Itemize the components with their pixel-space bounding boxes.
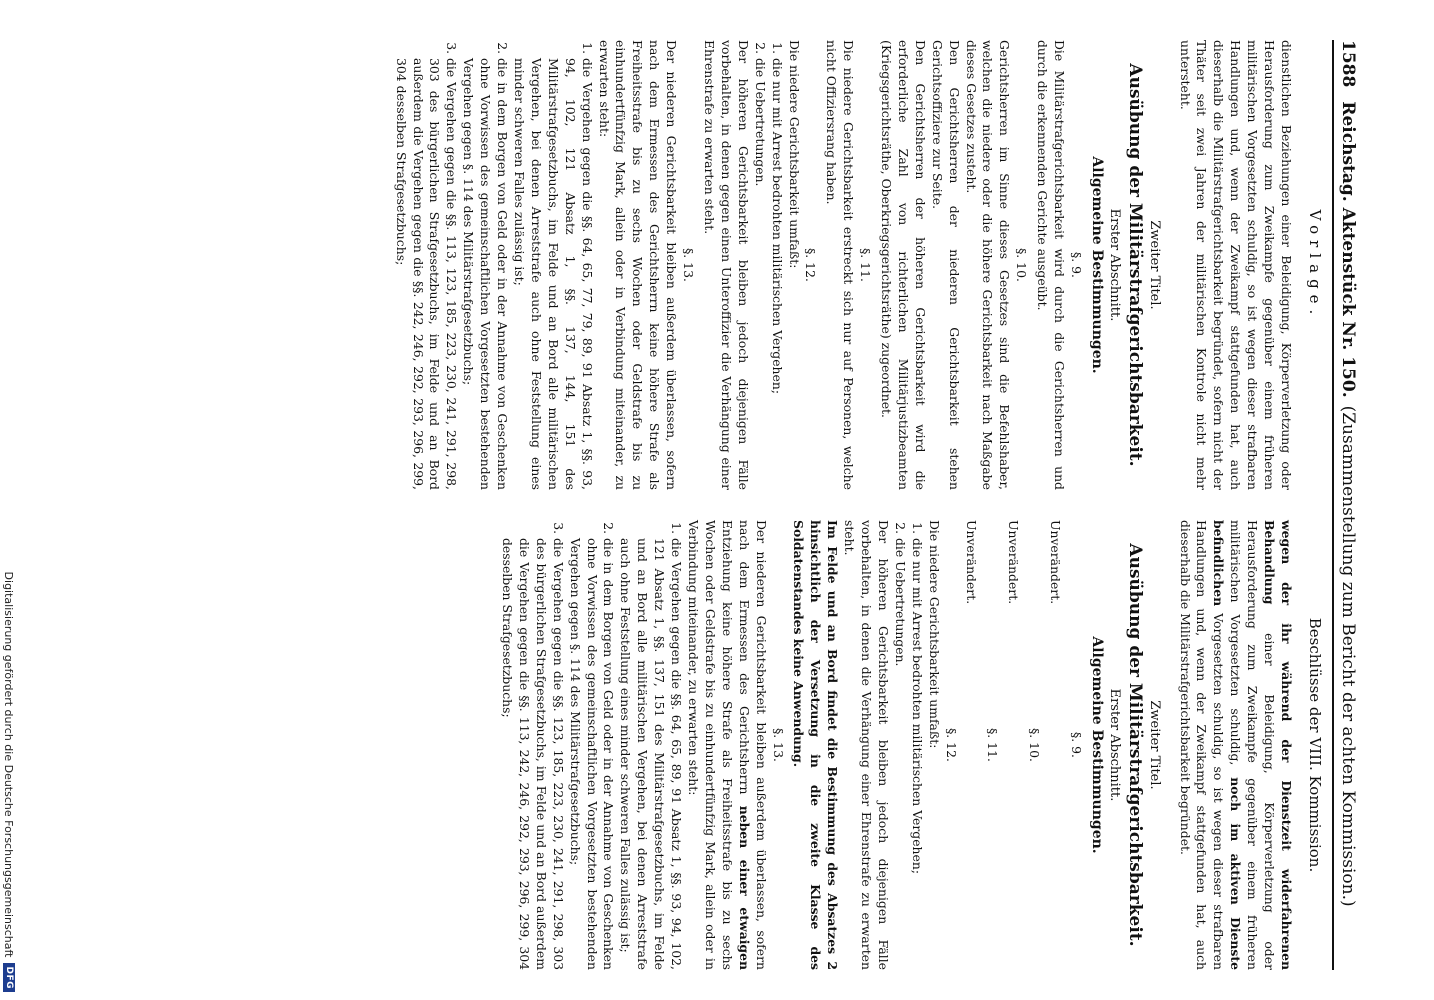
header-subtitle: (Zusammenstellung zum Bericht der achten Kommission.) bbox=[1338, 405, 1358, 907]
list-item: 3. die Vergehen gegen die §§. 123, 185, 223, 230, 241, 291, 298, 303 des bürgerlichen Strafgesetzbuchs, im Felde und an Bord außerdem die Vergehen gegen die §§. 113, 242, 246, 292, 293, 296, 299, 304 desselben Strafgesetzbuchs; bbox=[498, 538, 566, 970]
list-item: 1. die nur mit Arrest bedrohten militärischen Vergehen; bbox=[768, 58, 785, 490]
list-item: 3. die Vergehen gegen die §§. 113, 123, 185, 223, 230, 241, 291, 298, 303 des bürgerlichen Strafgesetzbuchs, im Felde und an Bord außerdem die Vergehen gegen die §§. 242, 246, 292, 293, 296, 299, 304 desselben Strafgesetzbuchs; bbox=[392, 58, 460, 490]
list-item: 1. die nur mit Arrest bedrohten militärischen Vergehen; bbox=[908, 538, 925, 970]
right-p13-intro-a: Der niederen Gerichtsbarkeit bleiben außerdem überlassen, sofern nach dem Ermessen des Gerichtsherrn bbox=[736, 520, 769, 970]
left-title: Zweiter Titel. bbox=[1146, 220, 1162, 310]
right-p13-intro bbox=[684, 520, 769, 970]
left-p12-intro: Die niedere Gerichtsbarkeit umfaßt: bbox=[786, 40, 802, 269]
header-title: Reichstag. Aktenstück Nr. 150. bbox=[1338, 101, 1358, 398]
left-p11-text: Die niedere Gerichtsbarkeit erstreckt sich nur auf Personen, welche nicht Offiziersrang haben. bbox=[824, 40, 857, 490]
left-p10-text2: Den Gerichtsherren der niederen Gerichtsbarkeit stehen Gerichtsoffiziere zur Seite. bbox=[929, 40, 962, 490]
right-column bbox=[498, 520, 1294, 970]
right-p11-unchanged: Unverändert. bbox=[964, 520, 980, 605]
digitization-credit bbox=[0, 0, 18, 1000]
right-intro-bold2: noch im aktiven Dienste befindlichen bbox=[1211, 520, 1244, 970]
right-p13: §. 13. bbox=[770, 728, 786, 762]
list-item: 2. die in dem Borgen von Geld oder in der Annahme von Geschenken ohne Vorwissen des gemeinschaftlichen Vorgesetzten bestehenden Vergehen gegen §. 114 des Militärstrafgesetzbuchs; bbox=[566, 538, 617, 970]
dfg-logo-icon: DFG bbox=[3, 963, 15, 992]
right-intro-bold: wegen der ihr während der Dienstzeit widerfahrenen Behandlung bbox=[1262, 520, 1294, 970]
right-p11: §. 11. bbox=[985, 728, 1001, 762]
left-p13: §. 13. bbox=[681, 248, 697, 282]
left-p13-list bbox=[392, 40, 595, 490]
left-column bbox=[392, 40, 1294, 490]
right-p12-intro: Die niedere Gerichtsbarkeit umfaßt: bbox=[926, 520, 942, 749]
right-intro bbox=[1176, 520, 1294, 970]
left-intro: dienstlichen Beziehungen einer Beleidigung, Körperverletzung oder Herausforderung zum Zweikampfe gegenüber einem früheren militärischen Vorgesetzten schuldig, so ist wegen dieser strafbaren Handlungen und, wenn der Zweikampf stattgefunden hat, auch dieserhalb die Militärstrafgerichtsbarkeit begründet, sofern nicht der Thäter seit zwei Jahren der militärischen Kontrole nicht mehr untersteht. bbox=[1177, 40, 1294, 490]
right-p12-bold: Im Felde und an Bord findet die Bestimmung des Absatzes 2 hinsichtlich der Versetzung in die zweite Klasse des Soldatenstandes keine Anwendung. bbox=[791, 520, 841, 970]
right-p13-intro-bold: neben einer etwaigen bbox=[736, 805, 752, 970]
right-p13-list bbox=[498, 520, 684, 970]
list-item: 1. die Vergehen gegen die §§. 64, 65, 77, 79, 89, 91 Absatz 1, §§. 93, 94, 102, 121 Absatz 1, §§. 137, 144, 151 des Militärstrafgesetzbuchs, im Felde und an Bord alle militärischen Vergehen, bei denen Arreststrafe auch ohne Feststellung eines minder schweren Falles zulässig ist; bbox=[510, 58, 595, 490]
left-p10-text: Gerichtsherren im Sinne dieses Gesetzes sind die Befehlshaber, welchen die niedere oder die höhere Gerichtsbarkeit nach Maßgabe dieses Gesetzes zusteht. bbox=[963, 40, 1013, 490]
right-big-title: Ausübung der Militärstrafgerichtsbarkeit. bbox=[1124, 543, 1145, 947]
right-p10: §. 10. bbox=[1027, 728, 1043, 762]
left-p10-text3: Den Gerichtsherren der höheren Gerichtsbarkeit wird die erforderliche Zahl von richterlichen Militärjustizbeamten (Kriegsgerichtsräthe, Oberkriegsgerichtsräthe) zugeordnet. bbox=[879, 40, 928, 490]
page-header bbox=[1332, 40, 1362, 970]
left-p12: §. 12. bbox=[803, 248, 819, 282]
list-item: 1. die Vergehen gegen die §§. 64, 65, 89, 91 Absatz 1, §§. 93, 94, 102, 121 Absatz 1, §§. 137, 151 des Militärstrafgesetzbuchs, im Felde und an Bord alle militärischen Vergehen, bei denen Arreststrafe auch ohne Feststellung eines minder schweren Falles zulässig ist; bbox=[616, 538, 684, 970]
left-p12-list bbox=[751, 40, 785, 490]
left-big-title: Ausübung der Militärstrafgerichtsbarkeit. bbox=[1124, 63, 1145, 467]
left-p11: §. 11. bbox=[858, 248, 874, 282]
right-p10-unchanged: Unverändert. bbox=[1006, 520, 1022, 605]
left-p12-text: Der höheren Gerichtsbarkeit bleiben jedoch diejenigen Fälle vorbehalten, in denen gegen einen Unteroffizier die Verhängung einer Ehrenstrafe zu erwarten steht. bbox=[702, 40, 751, 490]
right-section: Erster Abschnitt. bbox=[1106, 688, 1122, 802]
right-intro-text: einer Beleidigung, Körperverletzung oder Herausforderung zum Zweikampfe gegenüber einem früheren militärischen Vorgesetzten schuldig, bbox=[1228, 520, 1278, 970]
right-p12-text: Der höheren Gerichtsbarkeit bleiben jedoch diejenigen Fälle vorbehalten, in denen die Verhängung einer Ehrenstrafe zu erwarten steht. bbox=[842, 520, 891, 970]
left-general: Allgemeine Bestimmungen. bbox=[1088, 156, 1105, 374]
right-p13-intro-b: Entziehung keine höhere Strafe als Freiheitsstrafe bis zu sechs Wochen oder Geldstrafe bis zu einhundertfünfzig Mark, allein oder in Verbindung miteinander, zu erwarten steht: bbox=[686, 520, 735, 970]
list-item: 2. die in dem Borgen von Geld oder in der Annahme von Geschenken ohne Vorwissen des gemeinschaftlichen Vorgesetzten bestehenden Vergehen gegen §. 114 des Militärstrafgesetzbuchs; bbox=[459, 58, 510, 490]
right-p12-list bbox=[891, 520, 925, 970]
list-item: 2. die Uebertretungen. bbox=[891, 538, 908, 970]
right-intro-text2: Vorgesetzten schuldig, so ist wegen dieser strafbaren Handlungen und, wenn der Zweikampf stattgefunden hat, auch dieserhalb die Militärstrafgerichtsbarkeit begründet. bbox=[1177, 520, 1227, 970]
left-p9-text: Die Militärstrafgerichtsbarkeit wird durch die Gerichtsherren und durch die erkennenden Gerichte ausgeübt. bbox=[1035, 40, 1068, 490]
credit-text: Digitalisierung gefördert durch die Deutsche Forschungsgemeinschaft bbox=[2, 571, 16, 958]
right-p9: §. 9. bbox=[1069, 732, 1085, 758]
right-title: Zweiter Titel. bbox=[1146, 700, 1162, 790]
left-p13-intro: Der niederen Gerichtsbarkeit bleiben außerdem überlassen, sofern nach dem Ermessen des Gerichtsherrn keine höhere Strafe als Freiheitsstrafe bis zu sechs Wochen oder Geldstrafe bis zu einhundertfünfzig Mark, allein oder in Verbindung miteinander, zu erwarten steht: bbox=[596, 40, 680, 490]
list-item: 2. die Uebertretungen. bbox=[751, 58, 768, 490]
right-general: Allgemeine Bestimmungen. bbox=[1088, 636, 1105, 854]
right-p12: §. 12. bbox=[943, 728, 959, 762]
left-column-heading: Vorlage. bbox=[1306, 209, 1324, 321]
left-section: Erster Abschnitt. bbox=[1106, 208, 1122, 322]
page-number: 1588 bbox=[1338, 40, 1358, 88]
left-p9: §. 9. bbox=[1069, 252, 1085, 278]
right-column-heading: Beschlüsse der VIII. Kommission. bbox=[1306, 617, 1324, 873]
right-p9-unchanged: Unverändert. bbox=[1048, 520, 1064, 605]
left-p10: §. 10. bbox=[1014, 248, 1030, 282]
